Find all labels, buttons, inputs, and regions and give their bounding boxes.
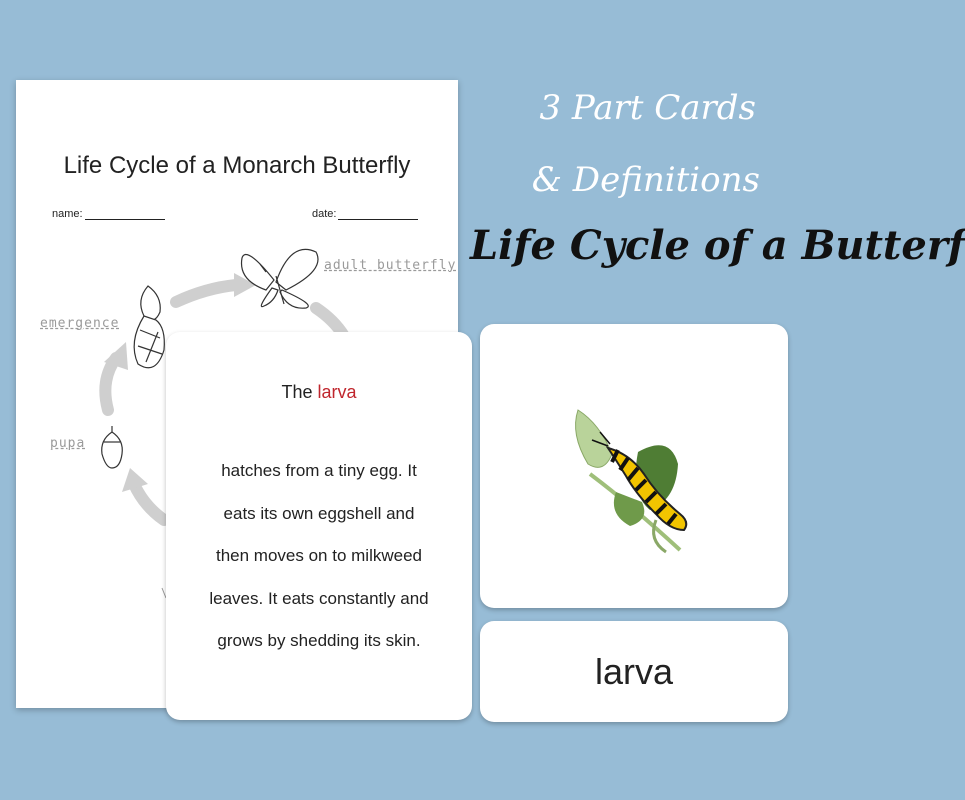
cycle-arrow-left (105, 358, 116, 410)
chrysalis-emergence-icon (134, 286, 164, 368)
definition-body (180, 450, 458, 663)
date-label: date: (312, 208, 337, 220)
stage-label-emergence: emergence (40, 316, 120, 331)
chrysalis-icon (102, 426, 123, 468)
stage-label-pupa: pupa (50, 436, 86, 451)
stage-label-adult-butterfly: adult butterfly (324, 258, 457, 273)
definition-line: then moves on to milkweed (216, 546, 422, 565)
definition-line: hatches from a tiny egg. It (221, 461, 417, 480)
label-card (480, 621, 788, 722)
butterfly-icon (242, 249, 319, 308)
promo-line-3: Life Cycle of a Butterf (470, 222, 965, 269)
cycle-arrow-bottom (134, 484, 164, 520)
definition-prefix: The (281, 382, 318, 402)
definition-line: grows by shedding its skin. (217, 631, 421, 650)
definition-card (166, 332, 472, 720)
definition-heading (166, 382, 472, 403)
worksheet-title: Life Cycle of a Monarch Butterfly (63, 152, 411, 179)
caterpillar-image (480, 324, 788, 608)
promo-line-1: 3 Part Cards (539, 88, 756, 128)
definition-term: larva (317, 382, 357, 402)
label-card-text: larva (594, 650, 674, 692)
picture-card (480, 324, 788, 608)
name-label: name: (52, 208, 83, 220)
cycle-arrow-top (176, 285, 236, 302)
definition-line: eats its own eggshell and (223, 503, 415, 523)
definition-line: leaves. It eats constantly and (209, 588, 429, 608)
promo-line-2: & Definitions (531, 160, 760, 200)
